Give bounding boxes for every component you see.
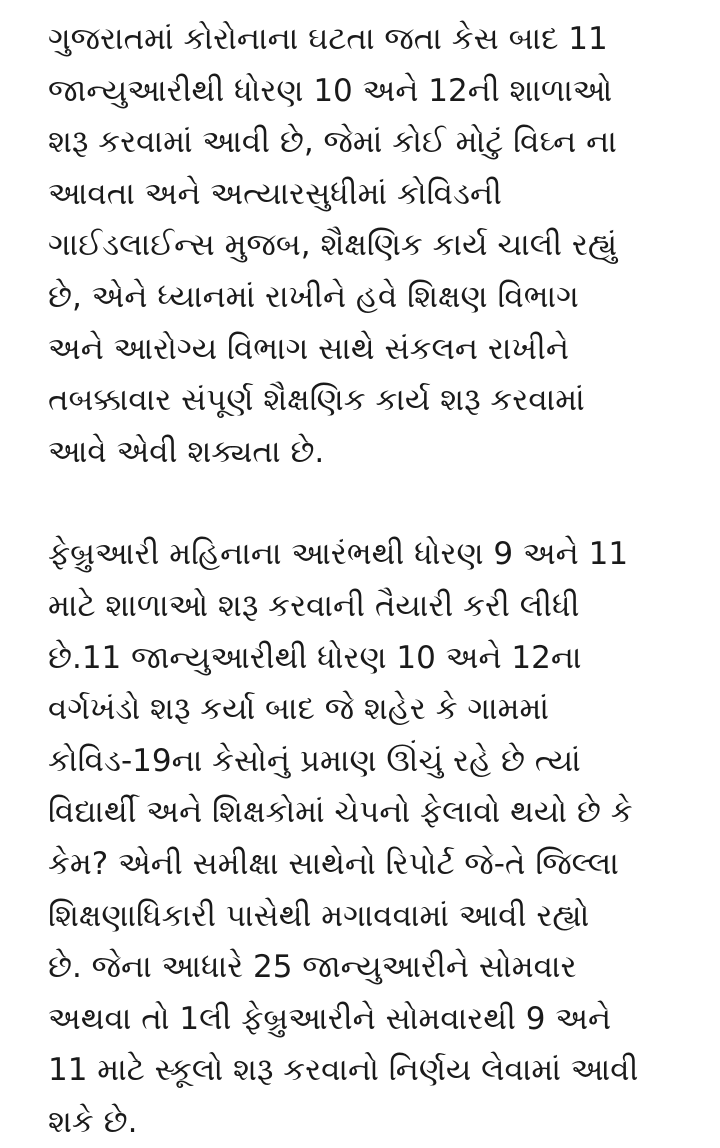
text-line: ગાઈડલાઈન્સ મુજબ, શૈક્ષણિક કાર્ય ચાલી રહ્યું [48,227,618,264]
paragraph-1 [48,14,708,478]
text-line: કોવિડ-19ના કેસોનું પ્રમાણ ઊંચું રહે છે ત્યાં [48,742,581,779]
text-line: શિક્ષણાધિકારી પાસેથી મગાવવામાં આવી રહ્યો [48,897,590,934]
text-line: અને આરોગ્ય વિભાગ સાથે સંકલન રાખીને [48,330,569,367]
article-body [48,14,708,1148]
text-line: અથવા તો 1લી ફેબ્રુઆરીને સોમવારથી 9 અને [48,1000,612,1037]
text-line: જાન્યુઆરીથી ધોરણ 10 અને 12ની શાળાઓ [48,72,613,109]
text-line: કેમ? એની સમીક્ષા સાથેનો રિપોર્ટ જે-તે જિલ્લા [48,845,619,882]
text-line: શરૂ કરવામાં આવી છે, જેમાં કોઈ મોટું વિઘ્ન ના [48,124,617,161]
text-line: શકે છે. [48,1103,138,1140]
text-line: માટે શાળાઓ શરૂ કરવાની તૈયારી કરી લીધી [48,587,580,624]
text-line: છે.11 જાન્યુઆરીથી ધોરણ 10 અને 12ના [48,639,582,676]
text-line: 11 માટે સ્કૂલો શરૂ કરવાનો નિર્ણય લેવામાં આવી [48,1052,639,1089]
paragraph-2 [48,529,708,1148]
text-line: ફેબ્રુઆરી મહિનાના આરંભથી ધોરણ 9 અને 11 [48,536,629,573]
text-line: આવતા અને અત્યારસુધીમાં કોવિડની [48,175,502,212]
text-line: આવે એવી શક્યતા છે. [48,433,325,470]
text-line: તબક્કાવાર સંપૂર્ણ શૈક્ષણિક કાર્ય શરૂ કરવામાં [48,382,585,419]
text-line: ગુજરાતમાં કોરોનાના ઘટતા જતા કેસ બાદ 11 [48,21,608,57]
text-line: છે. જેના આધારે 25 જાન્યુઆરીને સોમવાર [48,949,577,986]
text-line: છે, એને ધ્યાનમાં રાખીને હવે શિક્ષણ વિભાગ [48,278,579,315]
text-line: વર્ગખંડો શરૂ કર્યા બાદ જે શહેર કે ગામમાં [48,691,550,728]
text-line: વિદ્યાર્થી અને શિક્ષકોમાં ચેપનો ફેલાવો થયો છે કે [48,794,633,831]
